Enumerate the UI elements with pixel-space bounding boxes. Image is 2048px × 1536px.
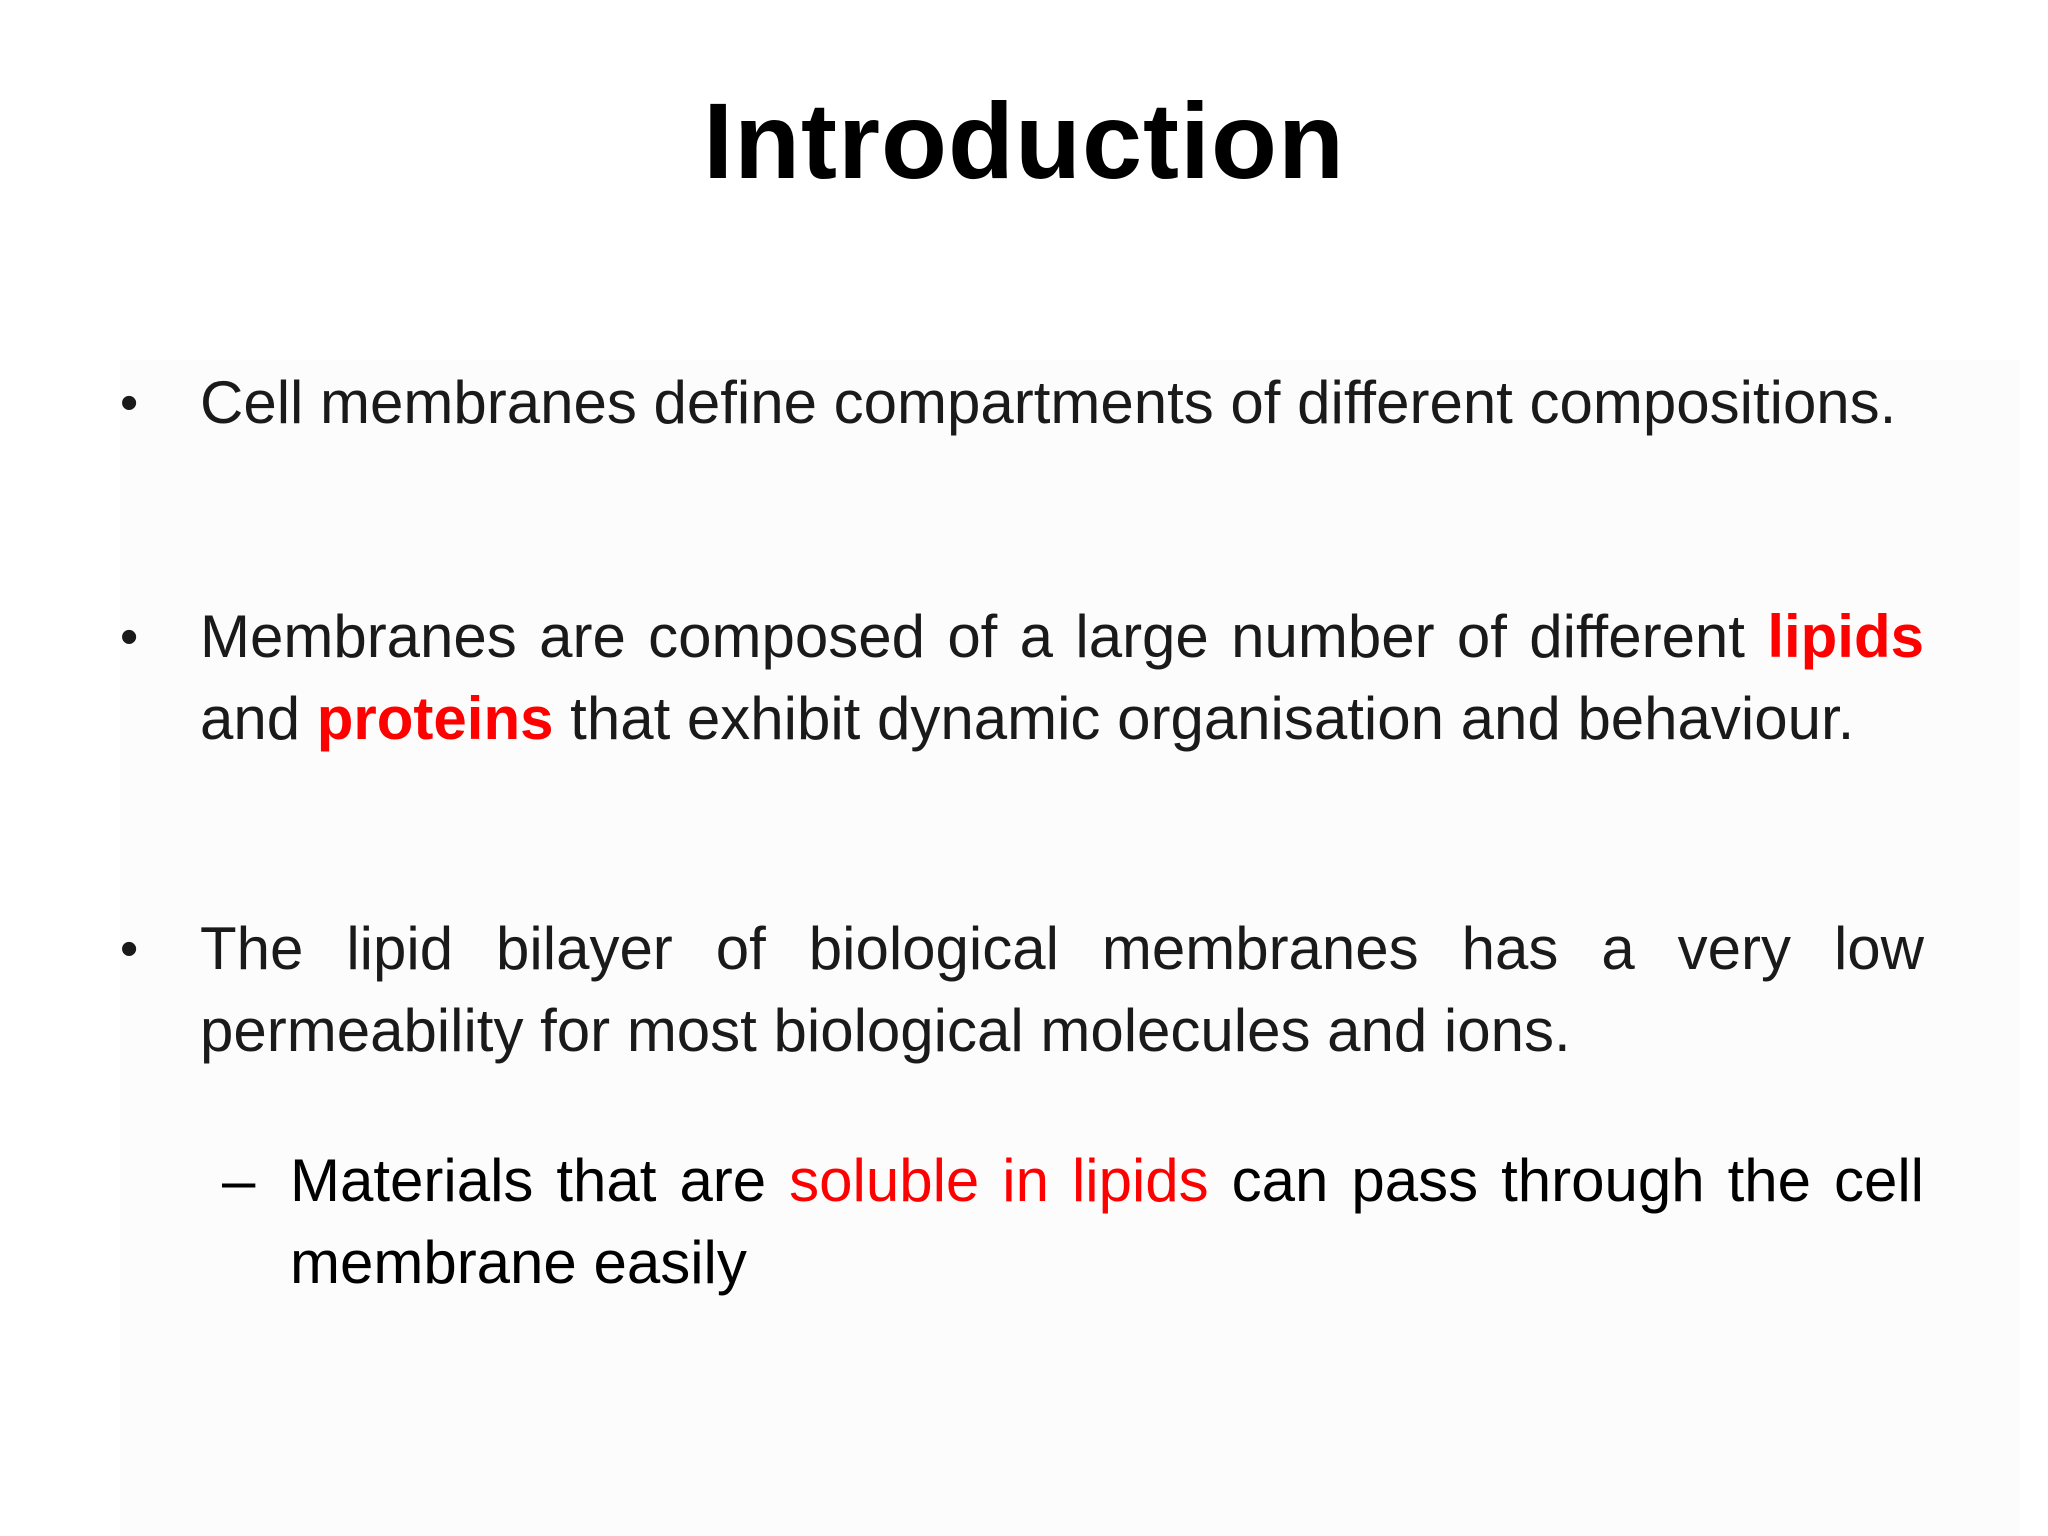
bullet-item-2 <box>120 596 1924 760</box>
slide-title: Introduction <box>703 80 1345 201</box>
bullet-item-3 <box>120 908 1924 1072</box>
bullet-dot-icon: • <box>120 608 139 666</box>
sub-bullet-text-end: can pass through the cell membrane easily <box>290 1147 1924 1296</box>
bullet-dot-icon: • <box>120 374 139 432</box>
highlight-proteins: proteins <box>316 685 554 752</box>
dash-icon: – <box>222 1147 256 1214</box>
bullet-text-mid: and <box>200 685 317 752</box>
bullet-text-end: that exhibit dynamic organisation and behaviour. <box>553 685 1855 752</box>
bullet-text: Cell membranes define compartments of different compositions. <box>200 369 1897 436</box>
highlight-lipids: lipids <box>1767 603 1924 670</box>
bullet-dot-icon: • <box>120 920 139 978</box>
sub-bullet-item-1 <box>222 1140 1924 1304</box>
bullet-text-start: Membranes are composed of a large number of different <box>200 603 1768 670</box>
highlight-soluble-in-lipids: soluble in lipids <box>789 1147 1209 1214</box>
sub-bullet-text-start: Materials that are <box>290 1147 790 1214</box>
bullet-text: The lipid bilayer of biological membranes has a very low permeability for most biological molecules and ions. <box>200 915 1924 1064</box>
bullet-item-1 <box>120 362 1924 444</box>
